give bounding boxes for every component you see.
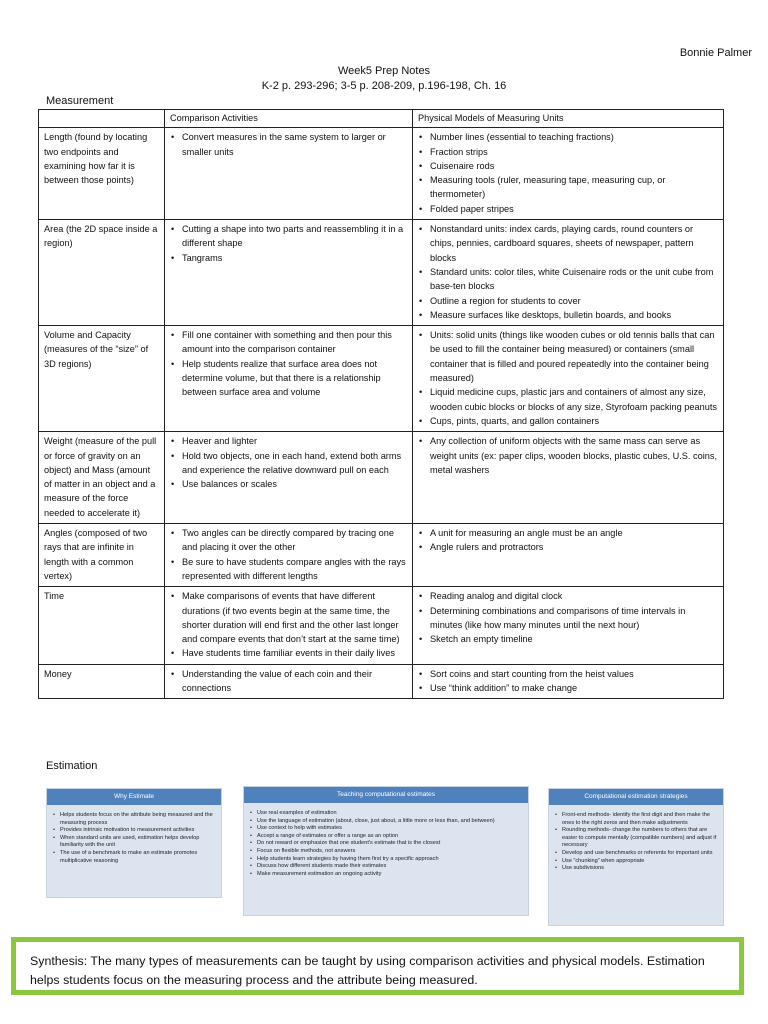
models-list [418,222,718,322]
list-item: • Angle rulers and protractors [418,540,718,554]
comparison-list [170,130,407,159]
table-header-row [39,110,724,128]
list-item: • Reading analog and digital clock [418,589,718,603]
models-cell [413,220,724,326]
synthesis-box: Synthesis: The many types of measurements can be taught by using comparison activities and physical models. Estimation helps students focus on the measuring process and the attribute being measured. [11,937,744,995]
list-item: • Outline a region for students to cover [418,294,718,308]
models-list [418,130,718,216]
estimation-strategies-list [549,805,723,877]
author-name: Bonnie Palmer [679,47,752,59]
list-item: • Use balances or scales [170,477,407,491]
document-title [0,64,768,94]
list-item: • Do not reward or emphasize that one student's estimate that is the closest [250,840,522,848]
list-item: • Determining combinations and comparisons of time intervals in minutes (like how many minutes until the next hour) [418,604,718,633]
list-item: • Understanding the value of each coin and their connections [170,667,407,696]
header-cell-comparison: Comparison Activities [165,110,413,128]
list-item: • Two angles can be directly compared by tracing one and placing it over the other [170,526,407,555]
comparison-cell [165,128,413,220]
list-item: • Helps students focus on the attribute being measured and the measuring process [53,812,215,827]
teaching-estimates-title: Teaching computational estimates [244,787,528,803]
list-item: • Help students learn strategies by having them first try a specific approach [250,856,522,864]
topic-cell: Volume and Capacity (measures of the “size” of 3D regions) [39,326,165,432]
list-item: • Cuisenaire rods [418,159,718,173]
measurement-table [38,109,724,699]
comparison-list [170,667,407,696]
comparison-list [170,434,407,491]
list-item: • Cups, pints, quarts, and gallon containers [418,414,718,428]
comparison-list [170,589,407,660]
list-item: • Be sure to have students compare angles with the rays represented with different lengths [170,555,407,584]
models-cell [413,587,724,664]
comparison-list [170,222,407,265]
list-item: • Measuring tools (ruler, measuring tape, measuring cup, or thermometer) [418,173,718,202]
list-item: • Help students realize that surface area does not determine volume, but that there is a relationship between surface area and volume [170,357,407,400]
list-item: • Rounding methods- change the numbers to others that are easier to compute mentally (compatible numbers) and adjust if necessary [555,827,717,850]
list-item: • Heaver and lighter [170,434,407,448]
table-row [39,587,724,664]
list-item: • Make comparisons of events that have different durations (if two events begin at the same time, the shorter duration will end first and the other last longer and compare events that don’t start at the same time) [170,589,407,646]
table-row [39,432,724,524]
list-item: • Units: solid units (things like wooden cubes or old tennis balls that can be used to fill the container being measured) or containers (small container that is filled and poured repeatedly into the container being measured) [418,328,718,385]
measurement-section-label: Measurement [46,95,114,107]
title-line: Week5 Prep Notes [337,65,431,77]
table-row [39,524,724,587]
list-item: • The use of a benchmark to make an estimate promotes multiplicative reasoning [53,850,215,865]
list-item: • Tangrams [170,251,407,265]
why-estimate-title: Why Estimate [47,789,221,805]
table-row [39,326,724,432]
comparison-cell [165,664,413,699]
comparison-list [170,328,407,399]
models-list [418,328,718,428]
list-item: • Use context to help with estimates [250,825,522,833]
topic-cell: Weight (measure of the pull or force of gravity on an object) and Mass (amount of matter in an object and a measure of the force needed to accelerate it) [39,432,165,524]
table-row [39,664,724,699]
topic-cell: Money [39,664,165,699]
list-item: • Have students time familiar events in their daily lives [170,646,407,660]
list-item: • Hold two objects, one in each hand, extend both arms and experience the relative downward pull on each [170,449,407,478]
list-item: • Folded paper stripes [418,202,718,216]
models-list [418,589,718,646]
table-body [39,128,724,699]
list-item: • Convert measures in the same system to larger or smaller units [170,130,407,159]
comparison-cell [165,587,413,664]
list-item: • Sort coins and start counting from the heist values [418,667,718,681]
list-item: • Make measurement estimation an ongoing activity [250,871,522,879]
teaching-estimates-list [244,803,528,882]
list-item: • Fill one container with something and then pour this amount into the comparison container [170,328,407,357]
list-item: • Front-end methods- identify the first digit and then make the ones to the right zeros and then make adjustments [555,812,717,827]
list-item: • Use “chunking” when appropriate [555,858,717,866]
list-item: • Cutting a shape into two parts and reassembling it in a different shape [170,222,407,251]
list-item: • Use subdivisions [555,865,717,873]
topic-cell: Angles (composed of two rays that are infinite in length with a common vertex) [39,524,165,587]
list-item: • Standard units: color tiles, white Cuisenaire rods or the unit cube from base-ten blocks [418,265,718,294]
teaching-estimates-box [243,786,529,916]
table-row [39,128,724,220]
list-item: • Accept a range of estimates or offer a range as an option [250,833,522,841]
list-item: • Use real examples of estimation [250,810,522,818]
models-cell [413,432,724,524]
list-item: • Discuss how different students made their estimates [250,863,522,871]
comparison-list [170,526,407,583]
estimation-strategies-title: Computational estimation strategies [549,789,723,805]
list-item: • Liquid medicine cups, plastic jars and containers of almost any size, wooden cubic blocks or blocks of any size, Styrofoam packing peanuts [418,385,718,414]
models-list [418,526,718,555]
models-cell [413,664,724,699]
models-cell [413,326,724,432]
list-item: • Fraction strips [418,145,718,159]
list-item: • A unit for measuring an angle must be an angle [418,526,718,540]
list-item: • Focus on flexible methods, not answers [250,848,522,856]
why-estimate-list [47,805,221,869]
comparison-cell [165,432,413,524]
list-item: • Sketch an empty timeline [418,632,718,646]
table-row [39,220,724,326]
list-item: • Nonstandard units: index cards, playing cards, round counters or chips, pennies, cardboard squares, sheets of newspaper, pattern blocks [418,222,718,265]
list-item: • Use “think addition” to make change [418,681,718,695]
subtitle-line: K-2 p. 293-296; 3-5 p. 208-209, p.196-198, Ch. 16 [261,80,507,92]
models-list [418,434,718,477]
models-cell [413,524,724,587]
comparison-cell [165,220,413,326]
topic-cell: Area (the 2D space inside a region) [39,220,165,326]
list-item: • Use the language of estimation (about, close, just about, a little more or less than, and between) [250,818,522,826]
list-item: • Number lines (essential to teaching fractions) [418,130,718,144]
topic-cell: Time [39,587,165,664]
list-item: • Any collection of uniform objects with the same mass can serve as weight units (ex: paper clips, wooden blocks, plastic cubes, U.S. coins, metal washers [418,434,718,477]
estimation-section-label: Estimation [46,760,98,772]
list-item: • When standard units are used, estimation helps develop familiarity with the unit [53,835,215,850]
list-item: • Develop and use benchmarks or referents for important units [555,850,717,858]
list-item: • Measure surfaces like desktops, bulletin boards, and books [418,308,718,322]
models-list [418,667,718,696]
header-cell-topic [39,110,165,128]
estimation-strategies-box [548,788,724,926]
models-cell [413,128,724,220]
header-cell-models: Physical Models of Measuring Units [413,110,724,128]
why-estimate-box [46,788,222,898]
comparison-cell [165,326,413,432]
topic-cell: Length (found by locating two endpoints and examining how far it is between those points) [39,128,165,220]
list-item: • Provides intrinsic motivation to measurement activities [53,827,215,835]
comparison-cell [165,524,413,587]
